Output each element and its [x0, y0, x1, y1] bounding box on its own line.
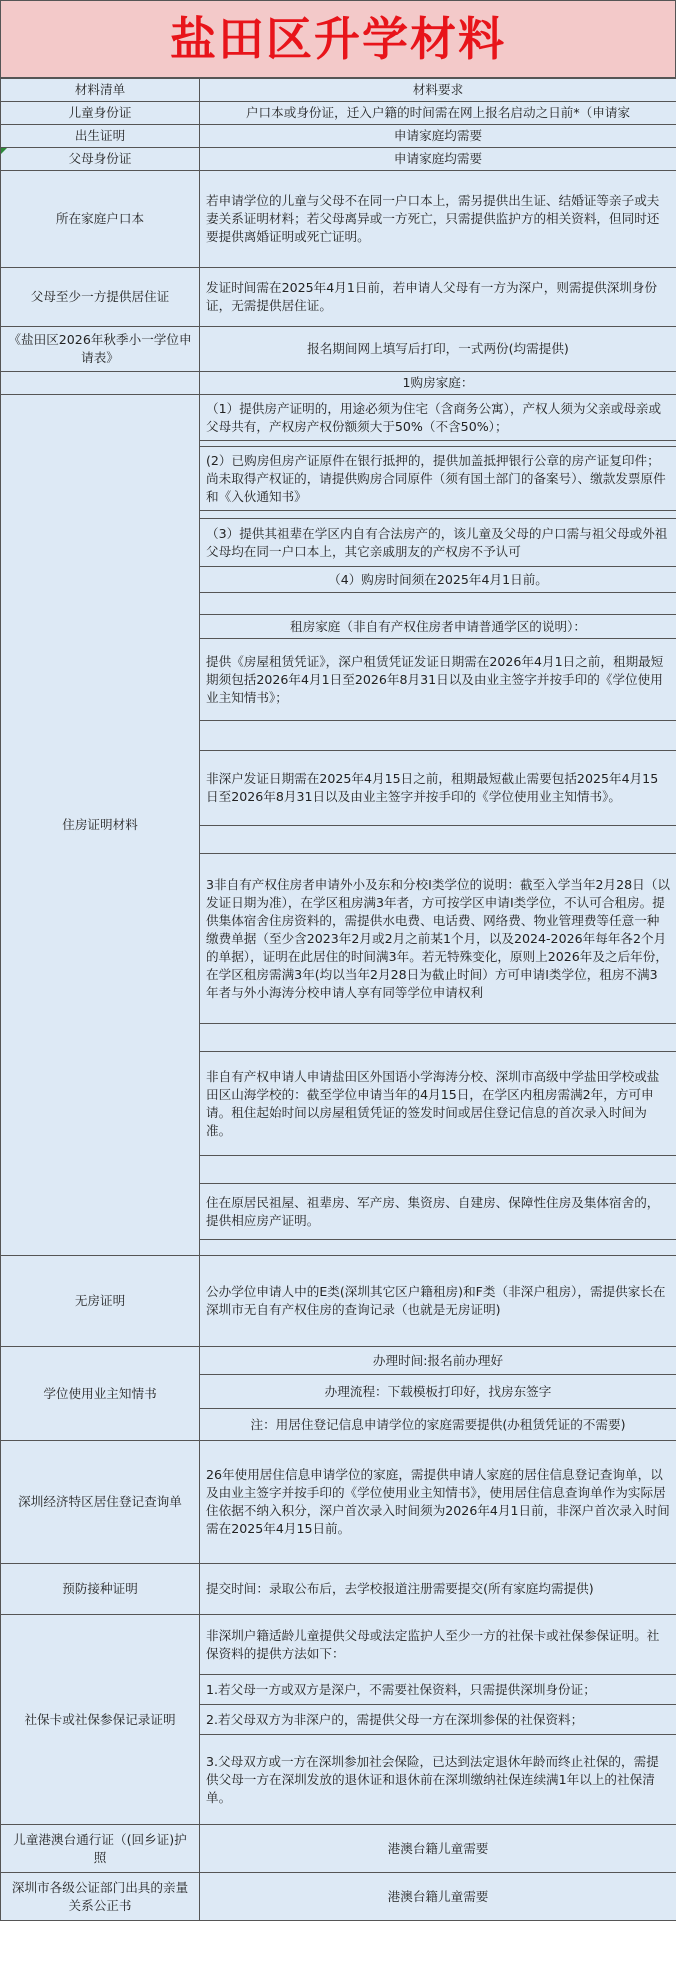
- housing-rent-3: 3非自有产权住房者申请外小及东和分校I类学位的说明：截至入学当年2月28日（以发证日期为准），在学区租房满3年者，方可按学区申请I类学位，不认可合租房。提供集体宿舍住房资料的，需提供水电费、电话费、网络费、物业管理费等任意一种缴费单据（至少含2023年2月或2月之前某1个月，以及2024-2026年每年各2个月的单据），证明在此居住的时间满3年。若无特殊变化，原则上2026年及之后年份，在学区租房需满3年(均以当年2月28日为截止时间）方可申请I类学位，租房不满3年者与外小海涛分校申请人享有同等学位申请权利: [200, 854, 676, 1024]
- row-label-housing: 住房证明材料: [1, 395, 200, 1256]
- parent-id-label-text: 父母身份证: [68, 151, 132, 166]
- table-row: [1, 372, 676, 395]
- housing-buy-3: （3）提供其祖辈在学区内自有合法房产的，该儿童及父母的户口需与祖父母或外祖父母均在同一户口本上，其它亲戚朋友的产权房不予认可: [200, 519, 676, 567]
- row-label-owner-notice: 学位使用业主知情书: [1, 1347, 200, 1441]
- row-label-birth-cert: 出生证明: [1, 125, 200, 148]
- row-label-hk-macau-permit: 儿童港澳台通行证（(回乡证)护照: [1, 1825, 200, 1873]
- row-text-parent-id: 申请家庭均需要: [200, 148, 676, 171]
- owner-notice-time: 办理时间:报名前办理好: [200, 1347, 676, 1375]
- row-text-birth-cert: 申请家庭均需要: [200, 125, 676, 148]
- row-text-household: 若申请学位的儿童与父母不在同一户口本上，需另提供出生证、结婚证等亲子或夫妻关系证明材料；若父母离异或一方死亡，只需提供监护方的相关资料，但同时还要提供离婚证明或死亡证明。: [200, 171, 676, 268]
- owner-notice-process: 办理流程：下载模板打印好，找房东签字: [200, 1375, 676, 1409]
- table-row: [1, 1564, 676, 1615]
- table-row: [1, 1441, 676, 1564]
- table-row: [1, 1347, 676, 1375]
- social-security-intro: 非深圳户籍适龄儿童提供父母或法定监护人至少一方的社保卡或社保参保证明。社保资料的提供方法如下：: [200, 1615, 676, 1675]
- row-text-hk-macau-permit: 港澳台籍儿童需要: [200, 1825, 676, 1873]
- social-security-item-3: 3.父母双方或一方在深圳参加社会保险，已达到法定退休年龄而终止社保的，需提供父母一方在深圳发放的退休证和退休前在深圳缴纳社保连续满1年以上的社保清单。: [200, 1735, 676, 1825]
- empty-cell: [1, 372, 200, 395]
- owner-notice-note: 注：用居住登记信息申请学位的家庭需要提供(办租赁凭证的不需要): [200, 1409, 676, 1441]
- table-row: [1, 395, 676, 441]
- row-text-residence-permit: 发证时间需在2025年4月1日前，若申请人父母有一方为深户，则需提供深圳身份证，无需提供居住证。: [200, 268, 676, 327]
- table-row: [1, 102, 676, 125]
- cell-comment-marker: [1, 148, 7, 154]
- empty-cell: [200, 1240, 676, 1256]
- empty-cell: [200, 1024, 676, 1052]
- row-text-residence-registration: 26年使用居住信息申请学位的家庭，需提供申请人家庭的居住信息登记查询单，以及由业主签字并按手印的《学位使用业主知情书》，使用居住信息查询单作为实际居住依据不纳入积分，深户首次录入时间须为2026年4月1日前，非深户首次录入时间需在2025年4月15日前。: [200, 1441, 676, 1564]
- empty-cell: [200, 511, 676, 519]
- housing-rent-header: 租房家庭（非自有产权住房者申请普通学区的说明）：: [200, 615, 676, 639]
- row-label-no-house: 无房证明: [1, 1256, 200, 1347]
- header-row: [1, 79, 676, 102]
- row-text-kinship-notary: 港澳台籍儿童需要: [200, 1873, 676, 1921]
- table-row: [1, 268, 676, 327]
- table-row: [1, 1825, 676, 1873]
- housing-buy-1: （1）提供房产证明的，用途必须为住宅（含商务公寓），产权人须为父亲或母亲或父母共有，产权房产权份额须大于50%（不含50%）；: [200, 395, 676, 441]
- row-label-application-form: 《盐田区2026年秋季小一学位申请表》: [1, 327, 200, 372]
- materials-table: [0, 78, 676, 1921]
- social-security-item-1: 1.若父母一方或双方是深户，不需要社保资料，只需提供深圳身份证；: [200, 1675, 676, 1705]
- header-material-requirements: 材料要求: [200, 79, 676, 102]
- row-label-household: 所在家庭户口本: [1, 171, 200, 268]
- table-row: [1, 171, 676, 268]
- row-text-application-form: 报名期间网上填写后打印，一式两份(均需提供): [200, 327, 676, 372]
- table-row: [1, 327, 676, 372]
- empty-cell: [200, 1156, 676, 1184]
- table-row: [1, 1256, 676, 1347]
- page-title: 盐田区升学材料: [0, 0, 676, 78]
- housing-buy-header: 1购房家庭：: [200, 372, 676, 395]
- row-label-residence-permit: 父母至少一方提供居住证: [1, 268, 200, 327]
- table-row: [1, 148, 676, 171]
- row-label-parent-id: [1, 148, 200, 171]
- row-text-no-house: 公办学位申请人中的E类(深圳其它区户籍租房)和F类（非深户租房），需提供家长在深圳市无自有产权住房的查询记录（也就是无房证明): [200, 1256, 676, 1347]
- housing-rent-1: 提供《房屋租赁凭证》，深户租赁凭证发证日期需在2026年4月1日之前，租期最短期须包括2026年4月1日至2026年8月31日以及由业主签字并按手印的《学位使用业主知情书》；: [200, 639, 676, 721]
- empty-cell: [200, 721, 676, 751]
- social-security-item-2: 2.若父母双方为非深户的，需提供父母一方在深圳参保的社保资料；: [200, 1705, 676, 1735]
- housing-rent-4: 非自有产权申请人申请盐田区外国语小学海涛分校、深圳市高级中学盐田学校或盐田区山海学校的：截至学位申请当年的4月15日，在学区内租房需满2年，方可申请。租住起始时间以房屋租赁凭证的签发时间或居住登记信息的首次录入时间为准。: [200, 1052, 676, 1156]
- row-label-vaccination: 预防接种证明: [1, 1564, 200, 1615]
- row-text-vaccination: 提交时间：录取公布后，去学校报道注册需要提交(所有家庭均需提供): [200, 1564, 676, 1615]
- table-row: [1, 125, 676, 148]
- row-label-residence-registration: 深圳经济特区居住登记查询单: [1, 1441, 200, 1564]
- row-text-child-id: 户口本或身份证，迁入户籍的时间需在网上报名启动之日前*（申请家: [200, 102, 676, 125]
- housing-rent-5: 住在原居民祖屋、祖辈房、军产房、集资房、自建房、保障性住房及集体宿舍的，提供相应房产证明。: [200, 1184, 676, 1240]
- row-label-child-id: 儿童身份证: [1, 102, 200, 125]
- housing-buy-4: （4）购房时间须在2025年4月1日前。: [200, 567, 676, 593]
- empty-cell: [200, 826, 676, 854]
- header-materials-list: 材料清单: [1, 79, 200, 102]
- table-row: [1, 1873, 676, 1921]
- housing-buy-2: (2）已购房但房产证原件在银行抵押的，提供加盖抵押银行公章的房产证复印件；尚未取得产权证的，请提供购房合同原件（须有国土部门的备案号）、缴款发票原件和《入伙通知书》: [200, 447, 676, 511]
- row-label-social-security: 社保卡或社保参保记录证明: [1, 1615, 200, 1825]
- empty-cell: [200, 593, 676, 615]
- housing-rent-2: 非深户发证日期需在2025年4月15日之前，租期最短截止需要包括2025年4月15日至2026年8月31日以及由业主签字并按手印的《学位使用业主知情书》。: [200, 751, 676, 826]
- table-row: [1, 1615, 676, 1675]
- row-label-kinship-notary: 深圳市各级公证部门出具的亲量关系公正书: [1, 1873, 200, 1921]
